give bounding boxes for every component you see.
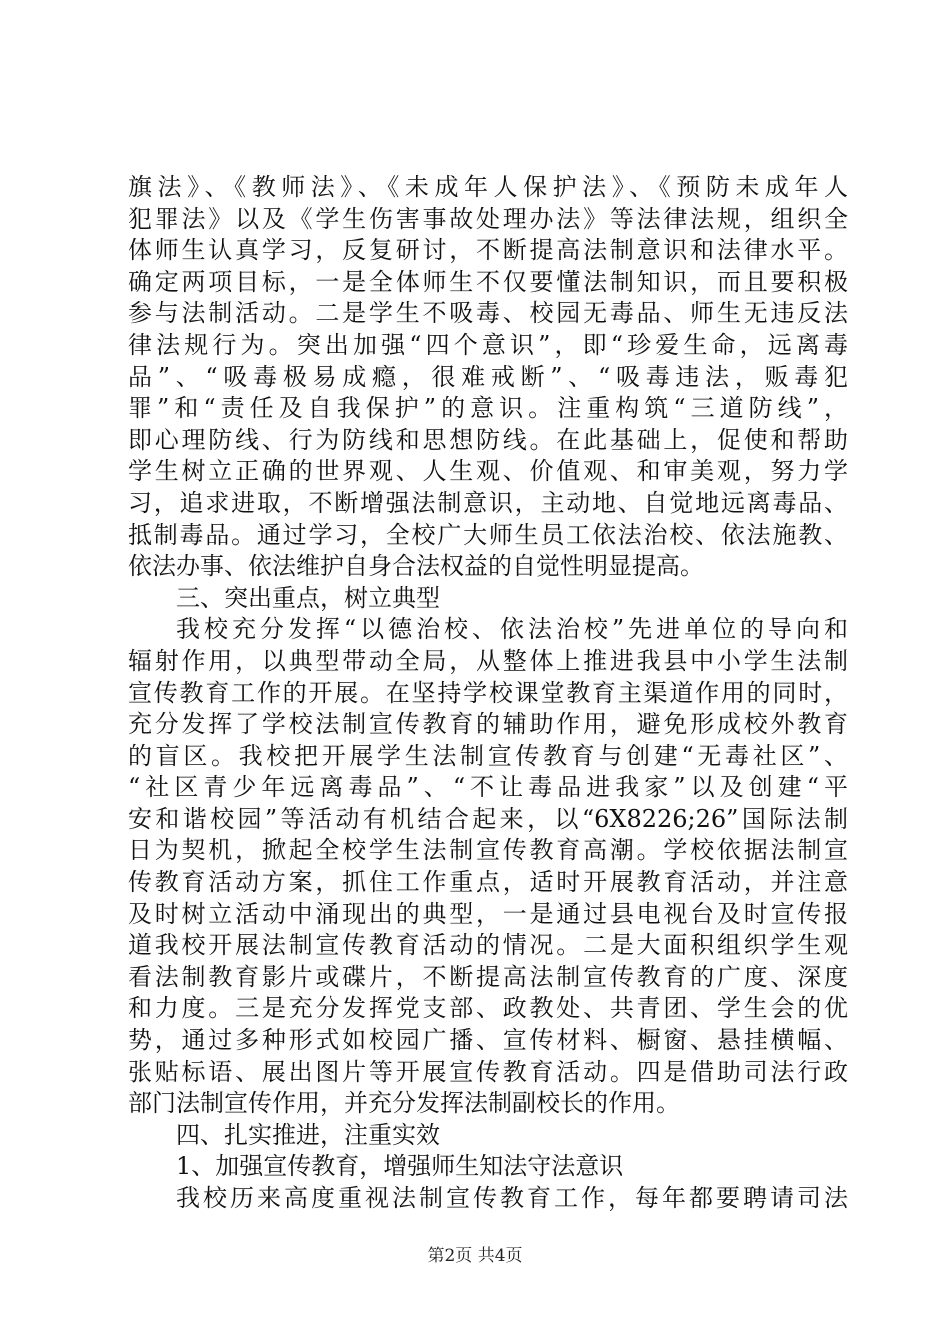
text-line: 张贴标语、展出图片等开展宣传教育活动。四是借助司法行政	[128, 1057, 848, 1086]
text-line: 学生树立正确的世界观、人生观、价值观、和审美观，努力学	[128, 457, 848, 486]
text-line: “社区青少年远离毒品”、“不让毒品进我家”以及创建“平	[128, 773, 848, 802]
text-line: 和力度。三是充分发挥党支部、政教处、共青团、学生会的优	[128, 994, 848, 1023]
subsection-heading: 1、加强宣传教育，增强师生知法守法意识	[176, 1152, 624, 1181]
text-line: 罪”和“责任及自我保护”的意识。注重构筑“三道防线”，	[128, 394, 848, 423]
text-line: 安和谐校园”等活动有机结合起来，以“6X8226;26”国际法制	[128, 804, 848, 833]
text-line: 日为契机，掀起全校学生法制宣传教育高潮。学校依据法制宣	[128, 836, 848, 865]
text-line: 及时树立活动中涌现出的典型，一是通过县电视台及时宣传报	[128, 899, 848, 928]
document-body	[128, 172, 848, 1215]
text-line: 势，通过多种形式如校园广播、宣传材料、橱窗、悬挂横幅、	[128, 1026, 848, 1055]
text-line: 的盲区。我校把开展学生法制宣传教育与创建“无毒社区”、	[128, 741, 848, 770]
text-line: 即心理防线、行为防线和思想防线。在此基础上，促使和帮助	[128, 425, 848, 454]
text-line: 我校充分发挥“以德治校、依法治校”先进单位的导向和	[176, 615, 848, 644]
text-line: 看法制教育影片或碟片，不断提高法制宣传教育的广度、深度	[128, 962, 848, 991]
page-number-footer: 第2页 共4页	[427, 1246, 523, 1266]
text-line: 辐射作用，以典型带动全局，从整体上推进我县中小学生法制	[128, 646, 848, 675]
text-line: 传教育活动方案，抓住工作重点，适时开展教育活动，并注意	[128, 868, 848, 897]
text-line: 品”、“吸毒极易成瘾，很难戒断”、“吸毒违法，贩毒犯	[128, 362, 848, 391]
text-line: 我校历来高度重视法制宣传教育工作，每年都要聘请司法	[176, 1184, 848, 1212]
text-line: 体师生认真学习，反复研讨，不断提高法制意识和法律水平。	[128, 236, 848, 265]
text-line: 旗法》、《教师法》、《未成年人保护法》、《预防未成年人	[128, 173, 848, 201]
text-line: 参与法制活动。二是学生不吸毒、校园无毒品、师生无违反法	[128, 299, 848, 328]
text-line: 充分发挥了学校法制宣传教育的辅助作用，避免形成校外教育	[128, 710, 848, 739]
text-line: 道我校开展法制宣传教育活动的情况。二是大面积组织学生观	[128, 931, 848, 960]
text-line: 犯罪法》以及《学生伤害事故处理办法》等法律法规，组织全	[128, 204, 848, 233]
text-line: 宣传教育工作的开展。在坚持学校课堂教育主渠道作用的同时，	[128, 678, 848, 707]
text-line: 抵制毒品。通过学习，全校广大师生员工依法治校、依法施教、	[128, 520, 848, 549]
section-heading: 三、突出重点，树立典型	[176, 583, 440, 612]
text-line: 律法规行为。突出加强“四个意识”，即“珍爱生命，远离毒	[128, 330, 848, 359]
section-heading: 四、扎实推进，注重实效	[176, 1120, 440, 1149]
text-line: 确定两项目标，一是全体师生不仅要懂法制知识，而且要积极	[128, 267, 848, 296]
text-line: 部门法制宣传作用，并充分发挥法制副校长的作用。	[128, 1089, 680, 1118]
text-line: 习，追求进取，不断增强法制意识，主动地、自觉地远离毒品、	[128, 488, 848, 517]
text-line: 依法办事、依法维护自身合法权益的自觉性明显提高。	[128, 552, 704, 581]
